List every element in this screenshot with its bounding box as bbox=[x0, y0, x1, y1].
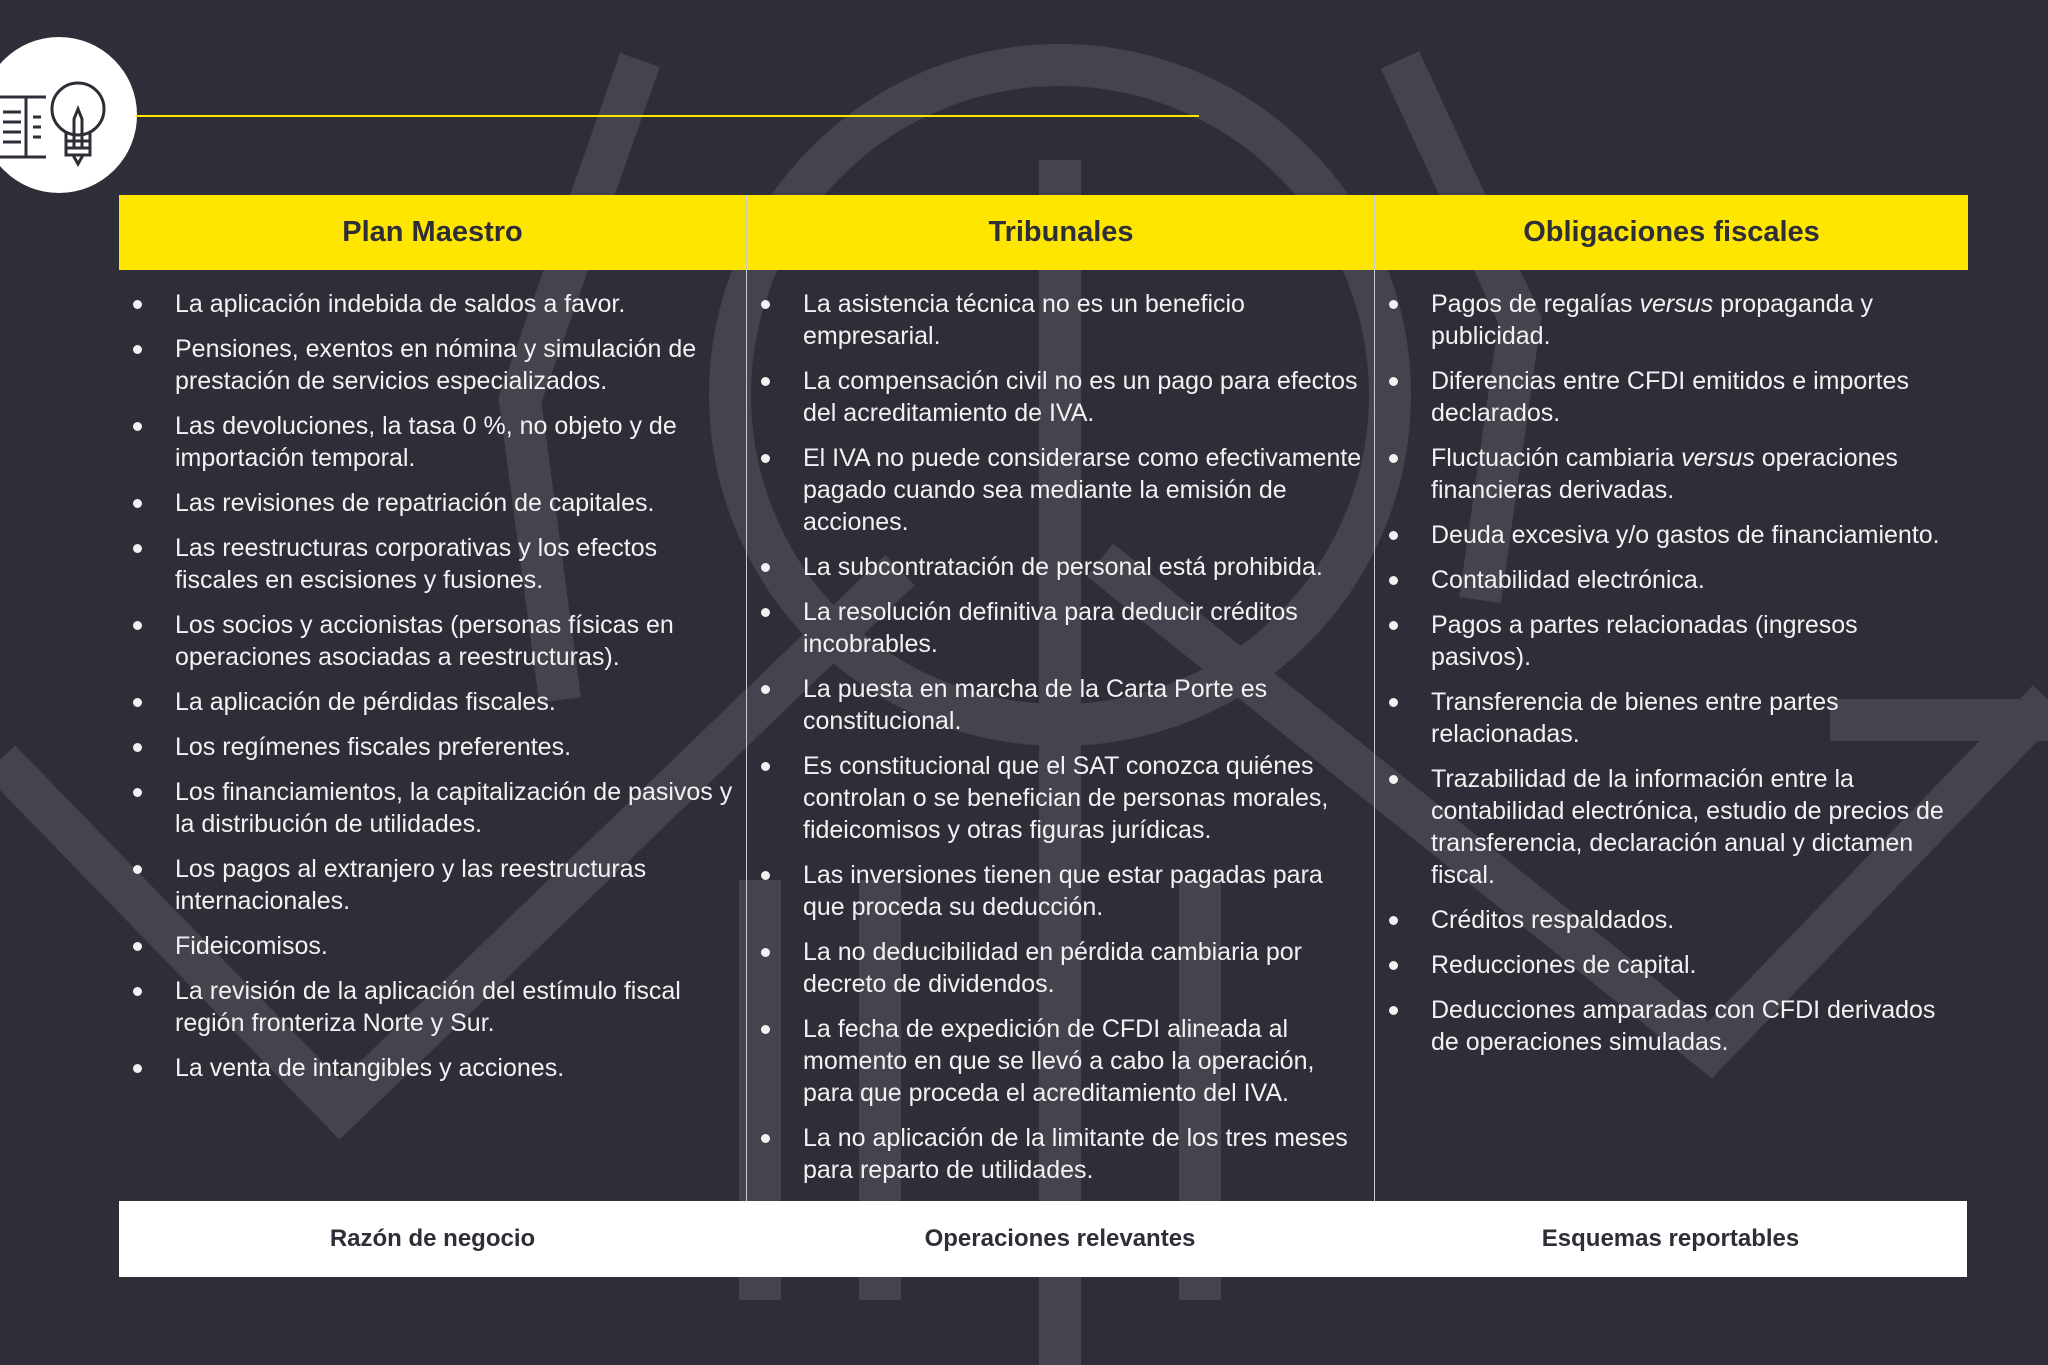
bullet-icon bbox=[133, 1064, 142, 1073]
item-text: Contabilidad electrónica. bbox=[1431, 566, 1705, 594]
bullet-icon bbox=[133, 422, 142, 431]
column-header: Obligaciones fiscales bbox=[1375, 195, 1968, 270]
bullet-icon bbox=[1389, 576, 1398, 585]
list-item bbox=[1375, 365, 1968, 429]
item-text: Las revisiones de repatriación de capitales. bbox=[175, 489, 655, 517]
list-item bbox=[747, 1122, 1375, 1186]
list-item bbox=[747, 936, 1375, 1000]
item-text: Créditos respaldados. bbox=[1431, 906, 1675, 934]
list-item bbox=[1375, 442, 1968, 506]
item-text-em: versus bbox=[1681, 444, 1755, 472]
item-text: Transferencia de bienes entre partes relacionadas. bbox=[1431, 688, 1839, 748]
item-text: Diferencias entre CFDI emitidos e importes declarados. bbox=[1431, 367, 1909, 427]
book-lightbulb-pencil-icon bbox=[0, 37, 137, 193]
bullet-list bbox=[747, 270, 1375, 1186]
list-item bbox=[747, 750, 1375, 846]
list-item bbox=[119, 333, 746, 397]
bullet-icon bbox=[133, 987, 142, 996]
column-plan-maestro bbox=[119, 195, 746, 1201]
list-item bbox=[747, 442, 1375, 538]
list-item bbox=[747, 859, 1375, 923]
item-text: Pensiones, exentos en nómina y simulación de prestación de servicios especializados. bbox=[175, 335, 697, 395]
bullet-icon bbox=[761, 948, 770, 957]
list-item bbox=[747, 673, 1375, 737]
list-item bbox=[119, 532, 746, 596]
accent-divider-line bbox=[136, 115, 1199, 117]
item-text: La fecha de expedición de CFDI alineada al momento en que se llevó a cabo la operación, para que proceda el acreditamiento del IVA. bbox=[803, 1015, 1315, 1107]
item-text: Las devoluciones, la tasa 0 %, no objeto y de importación temporal. bbox=[175, 412, 677, 472]
column-obligaciones-fiscales bbox=[1374, 195, 1968, 1201]
footer-bar bbox=[119, 1201, 1967, 1277]
item-text: Las reestructuras corporativas y los efectos fiscales en escisiones y fusiones. bbox=[175, 534, 658, 594]
list-item bbox=[119, 776, 746, 840]
item-text: Los socios y accionistas (personas físicas en operaciones asociadas a reestructuras). bbox=[175, 611, 674, 671]
list-item bbox=[747, 288, 1375, 352]
list-item bbox=[1375, 609, 1968, 673]
list-item bbox=[747, 551, 1375, 583]
list-item bbox=[119, 487, 746, 519]
list-item bbox=[119, 1052, 746, 1084]
item-text: La aplicación de pérdidas fiscales. bbox=[175, 688, 556, 716]
item-text: El IVA no puede considerarse como efectivamente pagado cuando sea mediante la emisión de acciones. bbox=[803, 444, 1362, 536]
item-text: La venta de intangibles y acciones. bbox=[175, 1054, 565, 1082]
bullet-icon bbox=[761, 377, 770, 386]
item-text: La puesta en marcha de la Carta Porte es constitucional. bbox=[803, 675, 1268, 735]
item-text: La compensación civil no es un pago para efectos del acreditamiento de IVA. bbox=[803, 367, 1358, 427]
item-text: Trazabilidad de la información entre la contabilidad electrónica, estudio de precios de transferencia, declaración anual y dictamen fiscal. bbox=[1431, 765, 1944, 889]
list-item bbox=[1375, 564, 1968, 596]
item-text: La no aplicación de la limitante de los tres meses para reparto de utilidades. bbox=[803, 1124, 1348, 1184]
bullet-icon bbox=[1389, 698, 1398, 707]
list-item bbox=[119, 731, 746, 763]
item-text: La revisión de la aplicación del estímulo fiscal región fronteriza Norte y Sur. bbox=[175, 977, 681, 1037]
bullet-icon bbox=[1389, 916, 1398, 925]
list-item bbox=[119, 930, 746, 962]
item-text: La asistencia técnica no es un beneficio empresarial. bbox=[803, 290, 1245, 350]
bullet-list bbox=[1375, 270, 1968, 1058]
list-item bbox=[119, 410, 746, 474]
bullet-icon bbox=[761, 300, 770, 309]
bullet-icon bbox=[761, 1134, 770, 1143]
bullet-icon bbox=[133, 743, 142, 752]
footer-label-razon-de-negocio: Razón de negocio bbox=[329, 1225, 536, 1252]
bullet-icon bbox=[133, 544, 142, 553]
list-item bbox=[1375, 288, 1968, 352]
bullet-icon bbox=[1389, 775, 1398, 784]
footer-label-esquemas-reportables: Esquemas reportables bbox=[1541, 1225, 1800, 1252]
list-item bbox=[1375, 519, 1968, 551]
bullet-icon bbox=[133, 942, 142, 951]
item-text: Pagos a partes relacionadas (ingresos pasivos). bbox=[1431, 611, 1858, 671]
list-item bbox=[1375, 686, 1968, 750]
bullet-icon bbox=[1389, 1006, 1398, 1015]
footer-label-operaciones-relevantes: Operaciones relevantes bbox=[924, 1225, 1196, 1252]
item-text-post: operaciones financieras derivadas. bbox=[1431, 444, 1898, 504]
column-tribunales bbox=[746, 195, 1375, 1201]
item-text: La no deducibilidad en pérdida cambiaria por decreto de dividendos. bbox=[803, 938, 1302, 998]
bullet-icon bbox=[133, 621, 142, 630]
bullet-icon bbox=[1389, 377, 1398, 386]
list-item bbox=[119, 853, 746, 917]
list-item bbox=[1375, 994, 1968, 1058]
bullet-icon bbox=[761, 563, 770, 572]
bullet-icon bbox=[761, 685, 770, 694]
item-text: Reducciones de capital. bbox=[1431, 951, 1697, 979]
bullet-icon bbox=[1389, 961, 1398, 970]
bullet-icon bbox=[761, 454, 770, 463]
item-text-pre: Pagos de regalías bbox=[1431, 290, 1640, 318]
item-text: Deuda excesiva y/o gastos de financiamiento. bbox=[1431, 521, 1940, 549]
item-text-pre: Fluctuación cambiaria bbox=[1431, 444, 1682, 472]
list-item bbox=[1375, 904, 1968, 936]
bullet-list bbox=[119, 270, 746, 1084]
list-item bbox=[747, 1013, 1375, 1109]
item-text: Los regímenes fiscales preferentes. bbox=[175, 733, 572, 761]
item-text: Las inversiones tienen que estar pagadas para que proceda su deducción. bbox=[803, 861, 1323, 921]
item-text: Es constitucional que el SAT conozca quiénes controlan o se benefician de personas morales, fideicomisos y otras figuras jurídicas. bbox=[803, 752, 1329, 844]
list-item bbox=[119, 288, 746, 320]
item-text: Fideicomisos. bbox=[175, 932, 328, 960]
item-text-post: propaganda y publicidad. bbox=[1431, 290, 1873, 350]
bullet-icon bbox=[133, 788, 142, 797]
bullet-icon bbox=[133, 499, 142, 508]
bullet-icon bbox=[1389, 531, 1398, 540]
bullet-icon bbox=[133, 300, 142, 309]
item-text: La aplicación indebida de saldos a favor. bbox=[175, 290, 626, 318]
column-header: Plan Maestro bbox=[119, 195, 746, 270]
list-item bbox=[1375, 763, 1968, 891]
bullet-icon bbox=[761, 762, 770, 771]
list-item bbox=[119, 686, 746, 718]
bullet-icon bbox=[1389, 300, 1398, 309]
item-text: Los financiamientos, la capitalización de pasivos y la distribución de utilidades. bbox=[175, 778, 733, 838]
item-text-em: versus bbox=[1639, 290, 1714, 318]
item-text: Los pagos al extranjero y las reestructuras internacionales. bbox=[175, 855, 647, 915]
bullet-icon bbox=[761, 871, 770, 880]
bullet-icon bbox=[761, 1025, 770, 1034]
bullet-icon bbox=[761, 608, 770, 617]
item-text: La resolución definitiva para deducir créditos incobrables. bbox=[803, 598, 1298, 658]
bullet-icon bbox=[133, 345, 142, 354]
column-header: Tribunales bbox=[747, 195, 1375, 270]
list-item bbox=[119, 975, 746, 1039]
bullet-icon bbox=[133, 865, 142, 874]
topics-table bbox=[119, 195, 1967, 1277]
item-text: Deducciones amparadas con CFDI derivados de operaciones simuladas. bbox=[1431, 996, 1936, 1056]
list-item bbox=[1375, 949, 1968, 981]
bullet-icon bbox=[133, 698, 142, 707]
bullet-icon bbox=[1389, 454, 1398, 463]
list-item bbox=[747, 596, 1375, 660]
list-item bbox=[119, 609, 746, 673]
logo-badge bbox=[0, 37, 137, 193]
item-text: La subcontratación de personal está prohibida. bbox=[803, 553, 1323, 581]
bullet-icon bbox=[1389, 621, 1398, 630]
list-item bbox=[747, 365, 1375, 429]
